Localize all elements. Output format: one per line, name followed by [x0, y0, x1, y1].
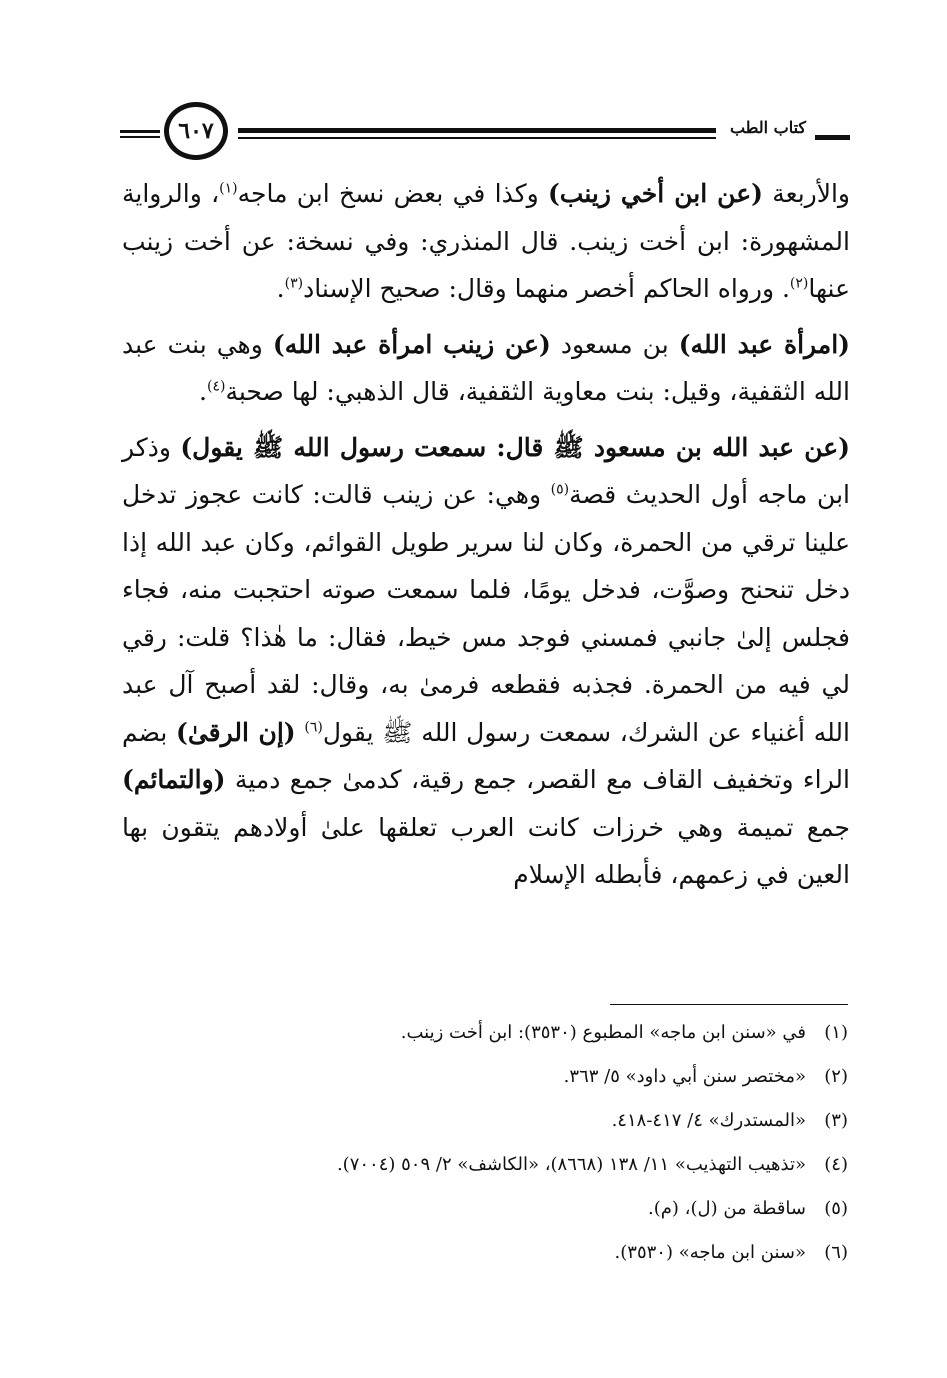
header-rule [120, 130, 160, 133]
footnote-ref[interactable]: (٢) [789, 275, 809, 292]
header-rule [238, 128, 716, 133]
footnote-number: (٤) [824, 1154, 848, 1175]
commentary-text: . [199, 377, 207, 406]
footnote-text: ساقطة من (ل)، (م). [648, 1198, 806, 1219]
header-rule [815, 135, 850, 140]
footnote-divider [610, 1004, 848, 1005]
footnote-number: (٢) [824, 1066, 848, 1087]
commentary-text: جمع تميمة وهي خرزات كانت العرب تعلقها علىٰ أولادهم يتقون بها العين في زعمهم، فأبطله الإسلام [122, 812, 850, 889]
footnote-text: «تذهيب التهذيب» ١١/ ١٣٨ (٨٦٦٨)، «الكاشف» ٢/ ٥٠٩ (٧٠٠٤). [336, 1154, 806, 1175]
commentary-text: وكذا في بعض نسخ ابن ماجه [237, 179, 548, 208]
commentary-text: وهي: عن زينب قالت: كانت عجوز تدخل علينا ترقي من الحمرة، وكان لنا سرير طويل القوائم، وكان عبد الله إذا دخل تنحنح وصوَّت، فدخل يومًا، فلما سمعت صوته احتجبت منه، فجاء فجلس إلىٰ جانبي فمسني فوجد مس خيط، فقال: ما هٰذا؟ قلت: رقي لي فيه من الحمرة. فجذبه فقطعه فرمىٰ به، وقال: لقد أصبح آل عبد الله أغنياء عن الشرك، سمعت رسول الله ﷺ يقول [122, 480, 850, 747]
footnote-number: (٣) [824, 1110, 848, 1131]
paragraph [122, 424, 850, 899]
footnote-ref[interactable]: (٦) [304, 719, 323, 736]
footnote-text: «مختصر سنن أبي داود» ٥/ ٣٦٣. [563, 1066, 806, 1087]
commentary-text: والأربعة [762, 179, 850, 208]
commentary-text: بن مسعود [550, 329, 679, 359]
footnote-ref[interactable]: (٤) [206, 378, 226, 395]
commentary-text: . [276, 274, 285, 303]
footnote [122, 1150, 848, 1194]
paragraph [122, 170, 850, 313]
page-number: ٦٠٧ [164, 102, 228, 160]
footnote-number: (٦) [824, 1242, 848, 1263]
footnote-ref[interactable]: (٣) [284, 275, 304, 292]
commentary-text: بضم الراء وتخفيف القاف مع القصر، جمع رقية، كدمىٰ جمع دمية [122, 717, 850, 794]
footnote [122, 1238, 848, 1282]
header-rule [238, 137, 716, 139]
main-text [122, 170, 850, 907]
footnote [122, 1062, 848, 1106]
footnote-number: (٥) [824, 1198, 848, 1219]
header-rule [120, 136, 160, 138]
footnote [122, 1106, 848, 1150]
hadith-text: (والتمائم) [122, 765, 226, 794]
book-title: كتاب الطب [729, 118, 807, 137]
hadith-text: (إن الرقىٰ) [176, 717, 296, 747]
footnote-ref[interactable]: (١) [219, 180, 238, 197]
hadith-text: (امرأة عبد الله) [678, 329, 850, 359]
commentary-text: ، والرواية المشهورة: ابن أخت زينب. قال المنذري: وفي نسخة: عن أخت زينب عنها [122, 179, 850, 303]
footnote-number: (١) [824, 1022, 848, 1043]
commentary-text: . ورواه الحاكم أخصر منهما وقال: صحيح الإسناد [303, 274, 790, 303]
hadith-text: (عن ابن أخي زينب) [547, 179, 763, 208]
footnote [122, 1194, 848, 1238]
paragraph [122, 321, 850, 416]
footnote-text: «المستدرك» ٤/ ٤١٧-٤١٨. [611, 1110, 806, 1131]
footnote-text: «سنن ابن ماجه» (٣٥٣٠). [614, 1242, 806, 1263]
page-header [120, 100, 850, 164]
footnote-ref[interactable]: (٥) [550, 481, 570, 498]
footnotes [122, 1018, 848, 1282]
hadith-text: (عن زينب امرأة عبد الله) [272, 329, 551, 359]
footnote [122, 1018, 848, 1062]
footnote-text: في «سنن ابن ماجه» المطبوع (٣٥٣٠): ابن أخت زينب. [400, 1022, 806, 1043]
hadith-text: (عن عبد الله بن مسعود ﷺ قال: سمعت رسول الله ﷺ يقول) [180, 432, 850, 462]
commentary-text: وهي بنت عبد الله الثقفية، وقيل: بنت معاوية الثقفية، قال الذهبي: لها صحبة [122, 329, 850, 406]
commentary-text: وذكر ابن ماجه أول الحديث قصة [122, 432, 850, 509]
